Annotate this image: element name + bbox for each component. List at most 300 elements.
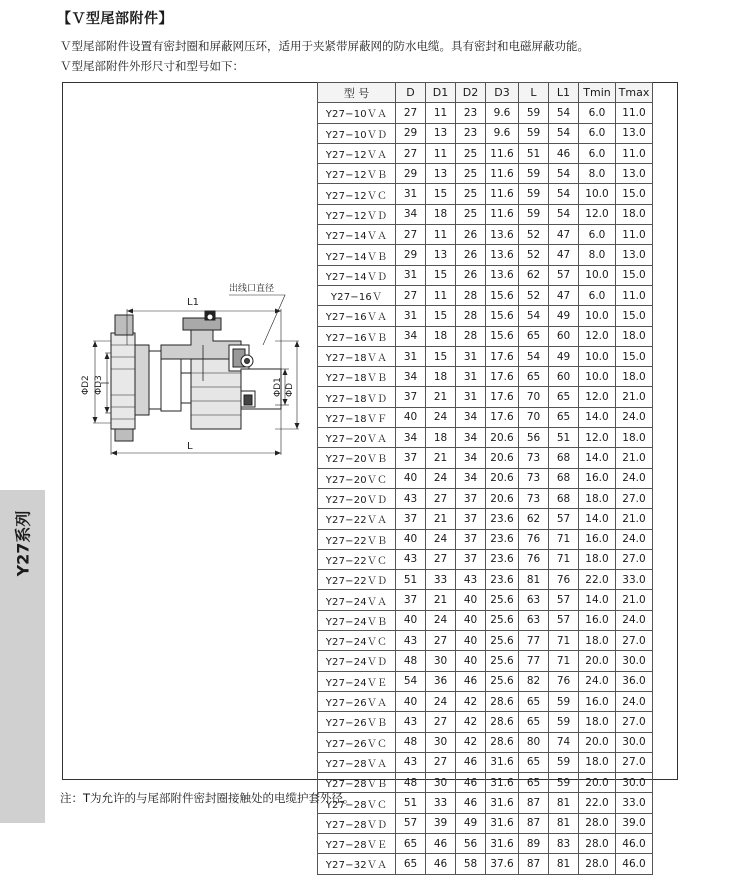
column-header: Tmin	[579, 83, 616, 103]
value-cell: 54	[519, 346, 549, 366]
value-cell: 30.0	[616, 651, 653, 671]
value-cell: 23.6	[486, 509, 519, 529]
value-cell: 54	[549, 103, 579, 123]
value-cell: 68	[549, 488, 579, 508]
table-row	[318, 245, 653, 265]
value-cell: 11.0	[616, 143, 653, 163]
value-cell: 20.0	[579, 651, 616, 671]
value-cell: 42	[456, 732, 486, 752]
value-cell: 71	[549, 529, 579, 549]
value-cell: 54	[549, 123, 579, 143]
value-cell: 30	[426, 773, 456, 793]
value-cell: 12.0	[579, 428, 616, 448]
value-cell: 87	[519, 793, 549, 813]
value-cell: 46.0	[616, 854, 653, 874]
value-cell: 43	[396, 752, 426, 772]
side-tab-label: Y27系列	[13, 510, 33, 576]
value-cell: 15.6	[486, 306, 519, 326]
value-cell: 34	[456, 407, 486, 427]
value-cell: 36.0	[616, 671, 653, 691]
value-cell: 56	[456, 833, 486, 853]
value-cell: 24	[426, 691, 456, 711]
value-cell: 33.0	[616, 793, 653, 813]
value-cell: 87	[519, 854, 549, 874]
value-cell: 12.0	[579, 326, 616, 346]
model-cell: Y27−14ＶＢ	[318, 245, 396, 265]
table-row	[318, 387, 653, 407]
value-cell: 27	[396, 225, 426, 245]
value-cell: 65	[519, 691, 549, 711]
table-row	[318, 448, 653, 468]
value-cell: 21.0	[616, 387, 653, 407]
value-cell: 27.0	[616, 549, 653, 569]
value-cell: 21.0	[616, 448, 653, 468]
value-cell: 23.6	[486, 570, 519, 590]
value-cell: 25.6	[486, 590, 519, 610]
value-cell: 33	[426, 570, 456, 590]
value-cell: 11	[426, 143, 456, 163]
value-cell: 11.6	[486, 143, 519, 163]
value-cell: 18.0	[579, 488, 616, 508]
value-cell: 11	[426, 285, 456, 305]
value-cell: 28.6	[486, 691, 519, 711]
value-cell: 54	[549, 184, 579, 204]
value-cell: 40	[456, 651, 486, 671]
value-cell: 73	[519, 468, 549, 488]
value-cell: 40	[396, 407, 426, 427]
column-header: L1	[549, 83, 579, 103]
value-cell: 43	[396, 712, 426, 732]
value-cell: 51	[396, 570, 426, 590]
value-cell: 40	[396, 691, 426, 711]
table-row	[318, 326, 653, 346]
d3-label: ΦD3	[94, 375, 104, 395]
value-cell: 65	[396, 833, 426, 853]
table-row	[318, 204, 653, 224]
value-cell: 56	[519, 428, 549, 448]
value-cell: 22.0	[579, 570, 616, 590]
table-row	[318, 610, 653, 630]
value-cell: 20.6	[486, 488, 519, 508]
value-cell: 46	[426, 854, 456, 874]
value-cell: 70	[519, 387, 549, 407]
value-cell: 11.0	[616, 225, 653, 245]
value-cell: 34	[396, 326, 426, 346]
value-cell: 43	[396, 549, 426, 569]
value-cell: 15	[426, 346, 456, 366]
value-cell: 25	[456, 204, 486, 224]
value-cell: 31.6	[486, 752, 519, 772]
value-cell: 31	[396, 306, 426, 326]
table-row	[318, 793, 653, 813]
value-cell: 63	[519, 590, 549, 610]
table-row	[318, 407, 653, 427]
value-cell: 13.0	[616, 245, 653, 265]
column-header: D1	[426, 83, 456, 103]
value-cell: 63	[519, 610, 549, 630]
value-cell: 34	[456, 428, 486, 448]
value-cell: 31	[456, 387, 486, 407]
value-cell: 23.6	[486, 529, 519, 549]
value-cell: 76	[549, 671, 579, 691]
value-cell: 25.6	[486, 671, 519, 691]
value-cell: 21	[426, 590, 456, 610]
value-cell: 51	[549, 428, 579, 448]
value-cell: 11.6	[486, 184, 519, 204]
value-cell: 10.0	[579, 306, 616, 326]
value-cell: 59	[519, 184, 549, 204]
table-row	[318, 488, 653, 508]
value-cell: 60	[549, 367, 579, 387]
value-cell: 34	[456, 448, 486, 468]
value-cell: 13.6	[486, 265, 519, 285]
value-cell: 11.6	[486, 204, 519, 224]
value-cell: 18	[426, 367, 456, 387]
table-row	[318, 529, 653, 549]
value-cell: 14.0	[579, 509, 616, 529]
value-cell: 34	[456, 468, 486, 488]
value-cell: 37	[396, 590, 426, 610]
model-cell: Y27−12ＶＡ	[318, 143, 396, 163]
value-cell: 59	[549, 712, 579, 732]
value-cell: 10.0	[579, 346, 616, 366]
table-row	[318, 854, 653, 874]
column-header: L	[519, 83, 549, 103]
model-cell: Y27−14ＶＤ	[318, 265, 396, 285]
value-cell: 14.0	[579, 448, 616, 468]
value-cell: 70	[519, 407, 549, 427]
value-cell: 15.0	[616, 184, 653, 204]
value-cell: 47	[549, 225, 579, 245]
value-cell: 16.0	[579, 610, 616, 630]
value-cell: 42	[456, 691, 486, 711]
model-cell: Y27−26ＶＡ	[318, 691, 396, 711]
value-cell: 76	[519, 529, 549, 549]
value-cell: 11	[426, 103, 456, 123]
value-cell: 23	[456, 103, 486, 123]
value-cell: 49	[549, 346, 579, 366]
table-header-row	[318, 83, 653, 103]
value-cell: 77	[519, 631, 549, 651]
value-cell: 28.0	[579, 833, 616, 853]
value-cell: 40	[456, 631, 486, 651]
value-cell: 18.0	[616, 204, 653, 224]
value-cell: 46	[456, 793, 486, 813]
d2-label: ΦD2	[81, 375, 91, 395]
table-row	[318, 732, 653, 752]
value-cell: 65	[519, 773, 549, 793]
value-cell: 54	[519, 306, 549, 326]
value-cell: 22.0	[579, 793, 616, 813]
value-cell: 20.6	[486, 448, 519, 468]
value-cell: 24	[426, 610, 456, 630]
value-cell: 49	[549, 306, 579, 326]
value-cell: 43	[396, 488, 426, 508]
table-row	[318, 752, 653, 772]
value-cell: 23	[456, 123, 486, 143]
value-cell: 25	[456, 184, 486, 204]
model-cell: Y27−26ＶＢ	[318, 712, 396, 732]
model-cell: Y27−18ＶＤ	[318, 387, 396, 407]
value-cell: 27	[396, 285, 426, 305]
value-cell: 34	[396, 367, 426, 387]
value-cell: 6.0	[579, 285, 616, 305]
value-cell: 28.0	[579, 854, 616, 874]
value-cell: 24	[426, 529, 456, 549]
value-cell: 10.0	[579, 367, 616, 387]
value-cell: 17.6	[486, 387, 519, 407]
value-cell: 80	[519, 732, 549, 752]
model-cell: Y27−16ＶＢ	[318, 326, 396, 346]
value-cell: 24	[426, 468, 456, 488]
value-cell: 20.0	[579, 732, 616, 752]
value-cell: 27	[426, 549, 456, 569]
value-cell: 28	[456, 285, 486, 305]
value-cell: 14.0	[579, 590, 616, 610]
model-cell: Y27−18ＶＦ	[318, 407, 396, 427]
model-cell: Y27−24ＶＡ	[318, 590, 396, 610]
value-cell: 18	[426, 326, 456, 346]
model-cell: Y27−18ＶＡ	[318, 346, 396, 366]
value-cell: 46.0	[616, 833, 653, 853]
table-row	[318, 691, 653, 711]
value-cell: 65	[396, 854, 426, 874]
value-cell: 65	[519, 326, 549, 346]
value-cell: 29	[396, 245, 426, 265]
value-cell: 8.0	[579, 164, 616, 184]
l-label: L	[187, 441, 193, 452]
column-header: Tmax	[616, 83, 653, 103]
value-cell: 14.0	[579, 407, 616, 427]
value-cell: 42	[456, 712, 486, 732]
value-cell: 11	[426, 225, 456, 245]
value-cell: 54	[396, 671, 426, 691]
value-cell: 25.6	[486, 651, 519, 671]
table-row	[318, 671, 653, 691]
value-cell: 62	[519, 265, 549, 285]
value-cell: 13	[426, 123, 456, 143]
value-cell: 10.0	[579, 265, 616, 285]
value-cell: 21	[426, 387, 456, 407]
value-cell: 83	[549, 833, 579, 853]
value-cell: 34	[396, 428, 426, 448]
value-cell: 40	[396, 529, 426, 549]
value-cell: 62	[519, 509, 549, 529]
model-cell: Y27−28ＶＣ	[318, 793, 396, 813]
value-cell: 47	[549, 285, 579, 305]
value-cell: 20.6	[486, 468, 519, 488]
value-cell: 24.0	[579, 671, 616, 691]
value-cell: 31	[456, 367, 486, 387]
value-cell: 71	[549, 651, 579, 671]
value-cell: 26	[456, 265, 486, 285]
value-cell: 28.6	[486, 712, 519, 732]
value-cell: 21.0	[616, 509, 653, 529]
value-cell: 18.0	[579, 752, 616, 772]
value-cell: 21.0	[616, 590, 653, 610]
table-row	[318, 428, 653, 448]
value-cell: 77	[519, 651, 549, 671]
value-cell: 30	[426, 651, 456, 671]
value-cell: 31	[456, 346, 486, 366]
value-cell: 76	[519, 549, 549, 569]
value-cell: 24.0	[616, 529, 653, 549]
value-cell: 18.0	[579, 631, 616, 651]
value-cell: 31	[396, 265, 426, 285]
value-cell: 15	[426, 265, 456, 285]
value-cell: 31.6	[486, 833, 519, 853]
value-cell: 17.6	[486, 367, 519, 387]
value-cell: 15	[426, 184, 456, 204]
value-cell: 15.6	[486, 326, 519, 346]
table-row	[318, 103, 653, 123]
value-cell: 18.0	[616, 367, 653, 387]
value-cell: 81	[549, 813, 579, 833]
model-cell: Y27−20ＶＤ	[318, 488, 396, 508]
model-cell: Y27−24ＶＣ	[318, 631, 396, 651]
value-cell: 27	[396, 143, 426, 163]
value-cell: 18.0	[579, 549, 616, 569]
value-cell: 10.0	[579, 184, 616, 204]
value-cell: 37	[456, 509, 486, 529]
value-cell: 48	[396, 651, 426, 671]
model-cell: Y27−12ＶＣ	[318, 184, 396, 204]
model-cell: Y27−24ＶＢ	[318, 610, 396, 630]
table-row	[318, 184, 653, 204]
value-cell: 18.0	[616, 428, 653, 448]
value-cell: 81	[519, 570, 549, 590]
model-cell: Y27−24ＶＥ	[318, 671, 396, 691]
value-cell: 25	[456, 143, 486, 163]
value-cell: 87	[519, 813, 549, 833]
value-cell: 39.0	[616, 813, 653, 833]
value-cell: 20.0	[579, 773, 616, 793]
model-cell: Y27−28ＶＢ	[318, 773, 396, 793]
value-cell: 27	[426, 488, 456, 508]
value-cell: 76	[549, 570, 579, 590]
value-cell: 46	[456, 752, 486, 772]
value-cell: 46	[549, 143, 579, 163]
value-cell: 31	[396, 346, 426, 366]
model-cell: Y27−12ＶＢ	[318, 164, 396, 184]
value-cell: 57	[549, 590, 579, 610]
value-cell: 27.0	[616, 752, 653, 772]
value-cell: 16.0	[579, 468, 616, 488]
value-cell: 46	[426, 833, 456, 853]
value-cell: 37	[456, 529, 486, 549]
value-cell: 8.0	[579, 245, 616, 265]
value-cell: 24.0	[616, 610, 653, 630]
value-cell: 6.0	[579, 103, 616, 123]
table-row	[318, 468, 653, 488]
value-cell: 11.0	[616, 103, 653, 123]
model-cell: Y27−12ＶＤ	[318, 204, 396, 224]
value-cell: 57	[549, 509, 579, 529]
model-cell: Y27−28ＶＥ	[318, 833, 396, 853]
value-cell: 65	[519, 752, 549, 772]
column-header: D2	[456, 83, 486, 103]
column-header: 型 号	[318, 83, 396, 103]
table-row	[318, 590, 653, 610]
value-cell: 60	[549, 326, 579, 346]
value-cell: 33	[426, 793, 456, 813]
table-row	[318, 367, 653, 387]
value-cell: 34	[396, 204, 426, 224]
value-cell: 27.0	[616, 631, 653, 651]
value-cell: 71	[549, 549, 579, 569]
value-cell: 57	[549, 610, 579, 630]
table-row	[318, 570, 653, 590]
value-cell: 27	[426, 752, 456, 772]
model-cell: Y27−18ＶＢ	[318, 367, 396, 387]
value-cell: 47	[549, 245, 579, 265]
value-cell: 18	[426, 204, 456, 224]
value-cell: 52	[519, 285, 549, 305]
value-cell: 74	[549, 732, 579, 752]
value-cell: 28.0	[579, 813, 616, 833]
value-cell: 59	[519, 103, 549, 123]
value-cell: 27	[426, 712, 456, 732]
value-cell: 17.6	[486, 346, 519, 366]
value-cell: 12.0	[579, 387, 616, 407]
model-cell: Y27−22ＶＤ	[318, 570, 396, 590]
value-cell: 54	[549, 164, 579, 184]
l1-label: L1	[187, 297, 199, 308]
table-row	[318, 509, 653, 529]
value-cell: 51	[519, 143, 549, 163]
column-header: D3	[486, 83, 519, 103]
value-cell: 13.6	[486, 225, 519, 245]
value-cell: 24.0	[616, 407, 653, 427]
value-cell: 30	[426, 732, 456, 752]
value-cell: 15	[426, 306, 456, 326]
value-cell: 36	[426, 671, 456, 691]
value-cell: 24.0	[616, 691, 653, 711]
value-cell: 37	[396, 448, 426, 468]
value-cell: 81	[549, 793, 579, 813]
table-row	[318, 164, 653, 184]
spec-table	[317, 82, 653, 875]
value-cell: 21	[426, 509, 456, 529]
value-cell: 68	[549, 468, 579, 488]
value-cell: 26	[456, 245, 486, 265]
value-cell: 20.6	[486, 428, 519, 448]
table-row	[318, 651, 653, 671]
value-cell: 23.6	[486, 549, 519, 569]
value-cell: 51	[396, 793, 426, 813]
d1-label: ΦD1	[273, 377, 283, 397]
value-cell: 59	[519, 164, 549, 184]
value-cell: 16.0	[579, 691, 616, 711]
value-cell: 71	[549, 631, 579, 651]
model-cell: Y27−14ＶＡ	[318, 225, 396, 245]
value-cell: 59	[519, 204, 549, 224]
value-cell: 31.6	[486, 773, 519, 793]
table-row	[318, 346, 653, 366]
value-cell: 54	[549, 204, 579, 224]
value-cell: 59	[549, 773, 579, 793]
value-cell: 40	[456, 610, 486, 630]
model-cell: Y27−16Ｖ	[318, 285, 396, 305]
value-cell: 65	[549, 387, 579, 407]
value-cell: 46	[456, 671, 486, 691]
value-cell: 28.6	[486, 732, 519, 752]
model-cell: Y27−28ＶＡ	[318, 752, 396, 772]
value-cell: 25.6	[486, 610, 519, 630]
value-cell: 31.6	[486, 793, 519, 813]
table-row	[318, 143, 653, 163]
model-cell: Y27−10ＶＤ	[318, 123, 396, 143]
